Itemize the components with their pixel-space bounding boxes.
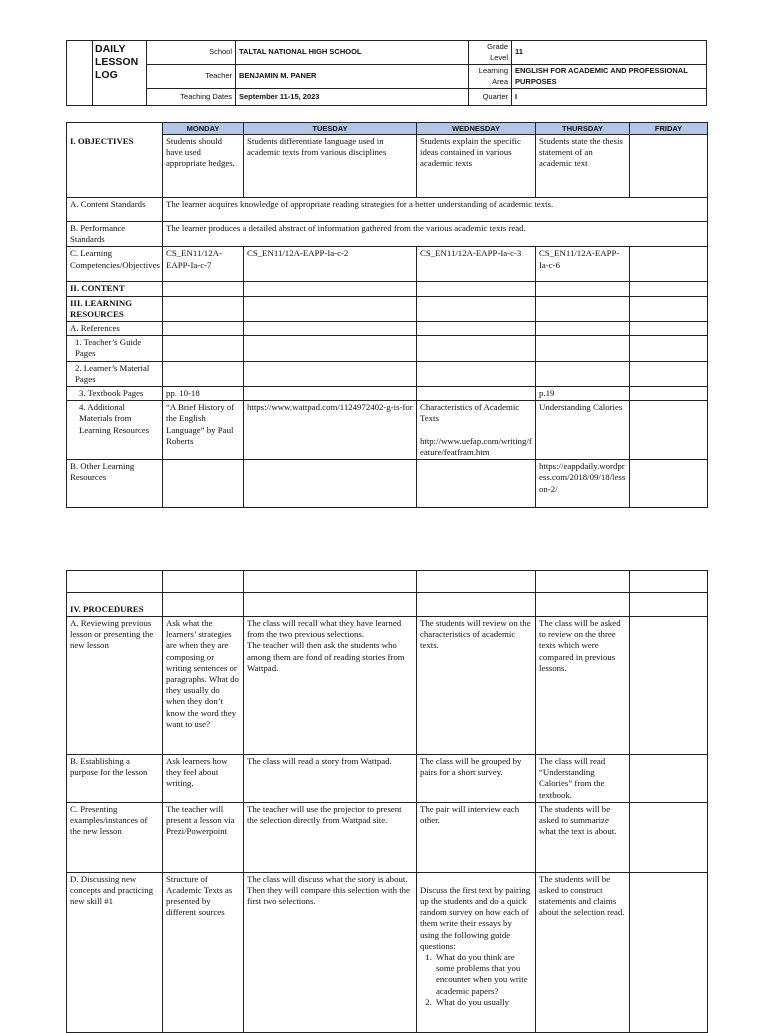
blank-cell [536, 571, 630, 593]
objective-thursday: Students state the thesis statement of an academic text [536, 135, 630, 198]
content-heading: II. CONTENT [67, 282, 163, 296]
discussing-monday: Structure of Academic Texts as presented by different sources [163, 872, 244, 1032]
day-header-tuesday: TUESDAY [244, 123, 417, 135]
reviewing-tuesday-p2: The teacher will then ask the students who among them are fond of reading stories from Wattpad. [247, 640, 405, 673]
reviewing-tuesday-p1: The class will recall what they have learned from the two previous selections. [247, 618, 402, 640]
day-header-monday: MONDAY [163, 123, 244, 135]
references-cell [417, 322, 536, 336]
reviewing-thursday: The class will be asked to review on the three texts which were compared in previous lessons. [536, 617, 630, 755]
additional-wednesday-title: Characteristics of Academic Texts [420, 402, 520, 424]
blank-cell [536, 593, 630, 617]
other-resources-cell [163, 460, 244, 508]
textbook-friday [630, 387, 708, 401]
additional-tuesday-link[interactable]: https://www.wattpad.com/1124972402-g-is-for [244, 401, 417, 460]
purpose-wednesday: The class will be grouped by pairs for a short survey. [417, 755, 536, 803]
content-standards-label: A. Content Standards [67, 198, 163, 222]
blank-cell [244, 571, 417, 593]
procedures-table [66, 570, 708, 1033]
presenting-wednesday: The pair will interview each other. [417, 802, 536, 872]
objectives-table [66, 122, 708, 508]
presenting-monday: The teacher will present a lesson via Prezi/Powerpoint [163, 802, 244, 872]
additional-thursday: Understanding Calories [536, 401, 630, 460]
learners-material-cell [163, 361, 244, 386]
corner-cell [67, 123, 163, 135]
competency-thursday: CS_EN11/12A-EAPP-Ia-c-6 [536, 247, 630, 282]
objective-friday [630, 135, 708, 198]
textbook-monday: pp. 10-18 [163, 387, 244, 401]
blank-cell [417, 571, 536, 593]
teachers-guide-cell [163, 336, 244, 361]
references-cell [163, 322, 244, 336]
additional-friday [630, 401, 708, 460]
content-cell [244, 282, 417, 296]
school-label: School [147, 41, 236, 65]
additional-wednesday-link[interactable]: http://www.uefap.com/writing/feature/featfram.htm [420, 435, 532, 457]
resources-cell [630, 296, 708, 321]
discussing-wednesday-intro: Discuss the first text by pairing up the students and do a quick random survey on how each of them write their essays by using the following guide questions: [420, 884, 531, 951]
blank-cell [67, 571, 163, 593]
textbook-thursday: p.19 [536, 387, 630, 401]
teachers-guide-cell [536, 336, 630, 361]
quarter-label: Quarter [469, 89, 512, 106]
competency-wednesday: CS_EN11/12A-EAPP-Ia-c-3 [417, 247, 536, 282]
learners-material-cell [244, 361, 417, 386]
other-resources-cell [417, 460, 536, 508]
blank-cell [163, 593, 244, 617]
content-cell [630, 282, 708, 296]
presenting-friday [630, 802, 708, 872]
quarter-value: I [512, 89, 707, 106]
blank-cell [630, 593, 708, 617]
objective-tuesday: Students differentiate language used in academic texts from various disciplines [244, 135, 417, 198]
reviewing-tuesday [244, 617, 417, 755]
reviewing-friday [630, 617, 708, 755]
presenting-thursday: The students will be asked to summarize what the text is about. [536, 802, 630, 872]
discussing-tuesday: The class will discuss what the story is about. Then they will compare this selection with the first two selections. [244, 872, 417, 1032]
objectives-heading: I. OBJECTIVES [67, 135, 163, 198]
title-line-1: DAILY [95, 43, 126, 55]
daily-lesson-log-title [93, 41, 147, 106]
resources-cell [244, 296, 417, 321]
references-cell [244, 322, 417, 336]
content-cell [536, 282, 630, 296]
references-label: A. References [67, 322, 163, 336]
other-resources-label: B. Other Learning Resources [67, 460, 163, 508]
additional-materials-label: 4. Additional Materials from Learning Resources [67, 401, 163, 460]
grade-value: 11 [512, 41, 707, 65]
discussing-thursday: The students will be asked to construct statements and claims about the selection read. [536, 872, 630, 1032]
textbook-wednesday [417, 387, 536, 401]
teacher-label: Teacher [147, 65, 236, 89]
performance-standards-label: B. Performance Standards [67, 222, 163, 247]
blank-cell [163, 571, 244, 593]
presenting-examples-label: C. Presenting examples/instances of the new lesson [67, 802, 163, 872]
day-header-wednesday: WEDNESDAY [417, 123, 536, 135]
purpose-tuesday: The class will read a story from Wattpad. [244, 755, 417, 803]
header-table [66, 40, 707, 106]
teachers-guide-cell [630, 336, 708, 361]
discussing-wednesday [417, 872, 536, 1032]
competency-monday: CS_EN11/12A-EAPP-Ia-c-7 [163, 247, 244, 282]
objective-wednesday: Students explain the specific ideas contained in various academic texts [417, 135, 536, 198]
competency-friday [630, 247, 708, 282]
school-value: TALTAL NATIONAL HIGH SCHOOL [236, 41, 469, 65]
learners-material-cell [417, 361, 536, 386]
learning-resources-heading: III. LEARNING RESOURCES [67, 296, 163, 321]
day-header-friday: FRIDAY [630, 123, 708, 135]
other-resources-thursday-link[interactable]: https://eappdaily.wordpress.com/2018/09/18/lesson-2/ [536, 460, 630, 508]
objective-monday: Students should have used appropriate hedges. [163, 135, 244, 198]
resources-cell [417, 296, 536, 321]
reviewing-monday: Ask what the learners’ strategies are when they are composing or writing sentences or paragraphs. What do they usually do when they don’t know the word they want to use? [163, 617, 244, 755]
procedures-heading: IV. PROCEDURES [67, 593, 163, 617]
reviewing-wednesday: The students will review on the characteristics of academic texts. [417, 617, 536, 755]
learners-material-label: 2. Learner’s Material Pages [67, 361, 163, 386]
content-cell [417, 282, 536, 296]
learning-area-value: ENGLISH FOR ACADEMIC AND PROFESSIONAL PURPOSES [512, 65, 707, 89]
learners-material-cell [536, 361, 630, 386]
title-line-2: LESSON [95, 56, 139, 68]
grade-label: Grade Level [469, 41, 512, 65]
resources-cell [536, 296, 630, 321]
additional-wednesday [417, 401, 536, 460]
teaching-dates-label: Teaching Dates [147, 89, 236, 106]
references-cell [536, 322, 630, 336]
blank-cell [417, 593, 536, 617]
learning-area-label: Learning Area [469, 65, 512, 89]
textbook-tuesday [244, 387, 417, 401]
establishing-purpose-label: B. Establishing a purpose for the lesson [67, 755, 163, 803]
competency-tuesday: CS_EN11/12A-EAPP-Ia-c-2 [244, 247, 417, 282]
teachers-guide-cell [244, 336, 417, 361]
additional-monday: “A Brief History of the English Language” by Paul Roberts [163, 401, 244, 460]
teaching-dates-value: September 11-15, 2023 [236, 89, 469, 106]
blank-cell [244, 593, 417, 617]
header-blank-cell [67, 41, 93, 106]
title-line-3: LOG [95, 69, 118, 81]
references-cell [630, 322, 708, 336]
content-cell [163, 282, 244, 296]
teachers-guide-cell [417, 336, 536, 361]
presenting-tuesday: The teacher will use the projector to present the selection directly from Wattpad site. [244, 802, 417, 872]
other-resources-cell [630, 460, 708, 508]
content-standards-text: The learner acquires knowledge of appropriate reading strategies for a better understanding of academic texts. [163, 198, 708, 222]
purpose-friday [630, 755, 708, 803]
guide-question-1: 1. What do you think are some problems that you encounter when you write academic papers? [434, 952, 532, 997]
learners-material-cell [630, 361, 708, 386]
textbook-pages-label: 3. Textbook Pages [67, 387, 163, 401]
purpose-monday: Ask learners how they feel about writing. [163, 755, 244, 803]
guide-question-2: 2. What do you usually [434, 997, 532, 1008]
discussing-friday [630, 872, 708, 1032]
blank-cell [630, 571, 708, 593]
guide-questions-list [420, 952, 532, 1008]
competencies-label: C. Learning Competencies/Objectives [67, 247, 163, 282]
discussing-concepts-label: D. Discussing new concepts and practicing new skill #1 [67, 872, 163, 1032]
day-header-thursday: THURSDAY [536, 123, 630, 135]
reviewing-lesson-label: A. Reviewing previous lesson or presenting the new lesson [67, 617, 163, 755]
purpose-thursday: The class will read “Understanding Calories” from the textbook. [536, 755, 630, 803]
resources-cell [163, 296, 244, 321]
performance-standards-text: The learner produces a detailed abstract of information gathered from the various academic texts read. [163, 222, 708, 247]
other-resources-cell [244, 460, 417, 508]
teacher-value: BENJAMIN M. PANER [236, 65, 469, 89]
teachers-guide-label: 1. Teacher’s Guide Pages [67, 336, 163, 361]
